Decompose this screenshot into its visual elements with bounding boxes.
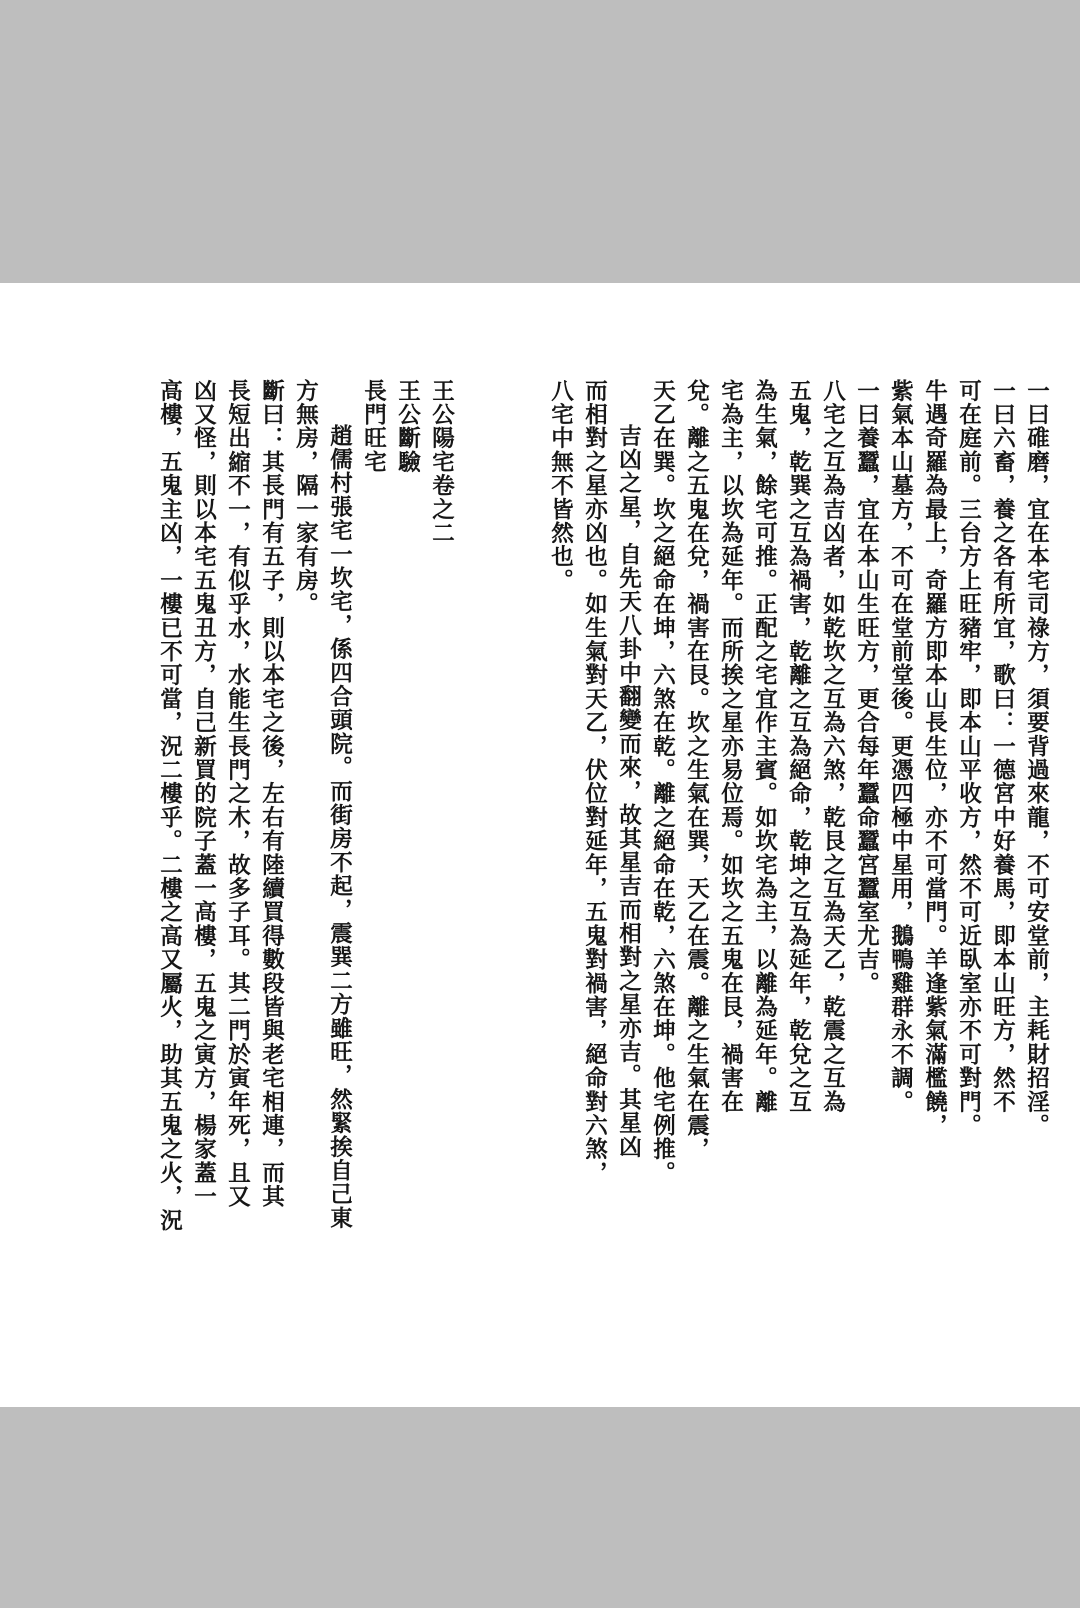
right-page-column-6: 一曰養蠶，宜在本山生旺方，更合每年蠶命蠶宮蠶室尤吉。 xyxy=(853,379,880,996)
right-page-column-5: 紫氣本山墓方，不可在堂前堂後。更憑四極中星用，鵝鴨雞群永不調。 xyxy=(887,379,914,1114)
left-page-column-1: 趙儒村張宅一坎宅，係四合頭院。而街房不起，震巽二方雖旺，然緊挨自己東 xyxy=(326,424,353,1230)
right-page-column-2: 一曰六畜，養之各有所宜，歌曰：一德宮中好養馬，即本山旺方，然不 xyxy=(989,379,1016,1114)
right-page-column-7: 八宅之互為吉凶者，如乾坎之互為六煞，乾艮之互為天乙，乾震之互為 xyxy=(819,379,846,1114)
right-page-column-3: 可在庭前。三台方上旺豬牢，即本山平收方，然不可近臥室亦不可對門。 xyxy=(955,379,982,1138)
left-page-column-3: 斷曰：其長門有五子，則以本宅之後，左右有陸續買得數段皆與老宅相連，而其 xyxy=(258,379,285,1209)
left-page-column-5: 凶又怪，則以本宅五鬼丑方，自己新買的院子蓋一高樓，五鬼之寅方，楊家蓋一 xyxy=(190,379,217,1209)
book-page-spread xyxy=(0,283,1080,1407)
left-page-column-2: 方無房，隔一家有房。 xyxy=(292,379,319,616)
left-page-column-6: 高樓，五鬼主凶，一樓已不可當，況二樓乎。二樓之高又屬火，助其五鬼之火，況 xyxy=(156,379,183,1233)
right-page-column-14: 而相對之星亦凶也。如生氣對天乙，伏位對延年，五鬼對禍害，絕命對六煞， xyxy=(581,379,608,1185)
left-page-column-4: 長短出縮不一，有似乎水，水能生長門之木，故多子耳。其二門於寅年死，且又 xyxy=(224,379,251,1209)
section-title: 王公斷驗 xyxy=(394,379,421,474)
right-page-column-11: 兌。離之五鬼在兌，禍害在艮。坎之生氣在巽，天乙在震。離之生氣在震， xyxy=(683,379,710,1162)
case-title: 長門旺宅 xyxy=(360,379,387,474)
right-page-column-12: 天乙在巽。坎之絕命在坤，六煞在乾。離之絕命在乾，六煞在坤。他宅例推。 xyxy=(649,379,676,1185)
right-page-column-9: 為生氣，餘宅可推。正配之宅宜作主賓。如坎宅為主，以離為延年。離 xyxy=(751,379,778,1114)
right-page-column-8: 五鬼，乾巽之互為禍害，乾離之互為絕命，乾坤之互為延年，乾兌之互 xyxy=(785,379,812,1114)
right-page-column-1: 一曰碓磨，宜在本宅司祿方，須要背過來龍，不可安堂前，主耗財招淫。 xyxy=(1023,379,1050,1138)
right-page-column-4: 牛遇奇羅為最上，奇羅方即本山長生位，亦不可當門。羊逢紫氣滿檻饒， xyxy=(921,379,948,1138)
chapter-title: 王公陽宅卷之二 xyxy=(428,379,455,545)
right-page-column-10: 宅為主，以坎為延年。而所挨之星亦易位焉。如坎之五鬼在艮，禍害在 xyxy=(717,379,744,1114)
right-page-column-15: 八宅中無不皆然也。 xyxy=(547,379,574,593)
right-page-column-13: 吉凶之星，自先天八卦中翻變而來，故其星吉而相對之星亦吉。其星凶 xyxy=(615,424,642,1159)
